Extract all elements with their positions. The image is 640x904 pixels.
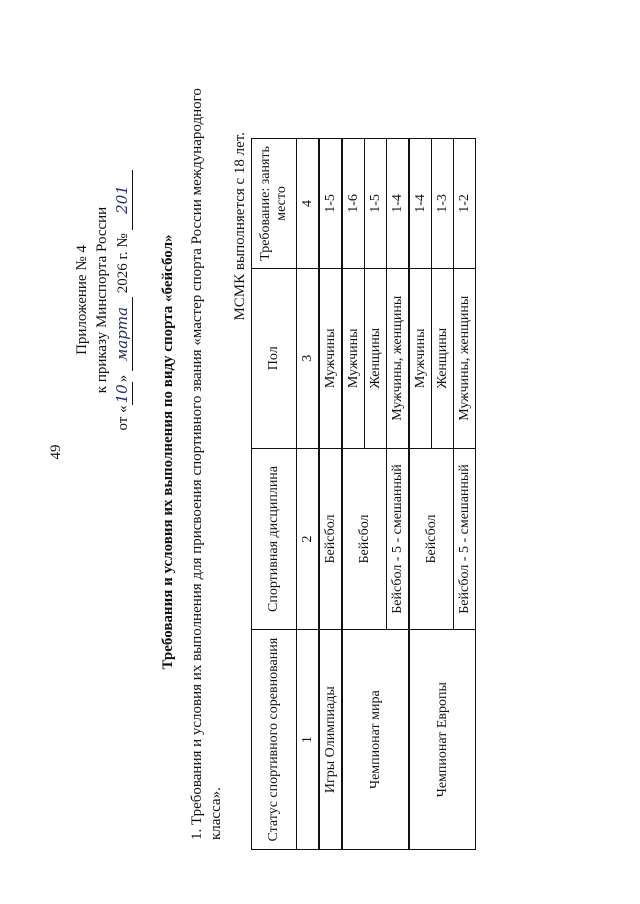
header-discipline: Спортивная дисциплина [252,448,297,630]
appendix-line-1: Приложение № 4 [74,245,90,355]
column-number: 3 [297,268,320,448]
discipline-cell: Бейсбол [342,448,387,630]
place-cell: 1-2 [454,139,476,269]
table-row [319,139,342,850]
header-status: Статус спортивного соревнования [252,630,297,850]
handwritten-order-number: 201 [112,170,133,230]
date-prefix: от « [115,405,131,431]
appendix-line-2: к приказу Минспорта России [94,206,110,394]
date-year: 2026 г. № [115,233,131,294]
requirements-table [251,138,476,850]
gender-cell: Женщины [432,268,454,448]
place-cell: 1-5 [319,139,342,269]
place-cell: 1-4 [409,139,432,269]
table-header-row [252,139,297,850]
status-cell: Игры Олимпиады [319,630,342,850]
discipline-cell: Бейсбол - 5 - смешанный [387,448,410,630]
handwritten-day: 10 [113,384,131,404]
gender-cell: Мужчины [342,268,365,448]
discipline-cell: Бейсбол - 5 - смешанный [454,448,476,630]
gender-cell: Мужчины, женщины [387,268,410,448]
column-number: 4 [297,139,320,269]
requirement-note: МСМК выполняется с 18 лет. [232,132,248,321]
table-row [342,139,365,850]
appendix-header [72,160,133,440]
handwritten-month: марта [112,297,133,371]
place-cell: 1-6 [342,139,365,269]
column-number: 1 [297,630,320,850]
section-paragraph: 1. Требования и условия их выполнения для присвоения спортивного звания «мастер спорта России международного класса». [189,88,224,840]
discipline-cell: Бейсбол [409,448,454,630]
order-date-line [112,160,133,440]
table-row [409,139,432,850]
table-column-numbers [297,139,320,850]
place-cell: 1-5 [365,139,387,269]
column-number: 2 [297,448,320,630]
status-cell: Чемпионат мира [342,630,409,850]
status-cell: Чемпионат Европы [409,630,476,850]
place-cell: 1-3 [432,139,454,269]
page-number: 49 [48,444,64,460]
gender-cell: Мужчины, женщины [454,268,476,448]
gender-cell: Мужчины [319,268,342,448]
header-gender: Пол [252,268,297,448]
date-mid: » [115,374,131,383]
document-title: Требования и условия их выполнения по виду спорта «бейсбол» [160,234,176,670]
discipline-cell: Бейсбол [319,448,342,630]
header-place: Требование: занять место [252,139,297,269]
gender-cell: Женщины [365,268,387,448]
gender-cell: Мужчины [409,268,432,448]
place-cell: 1-4 [387,139,410,269]
